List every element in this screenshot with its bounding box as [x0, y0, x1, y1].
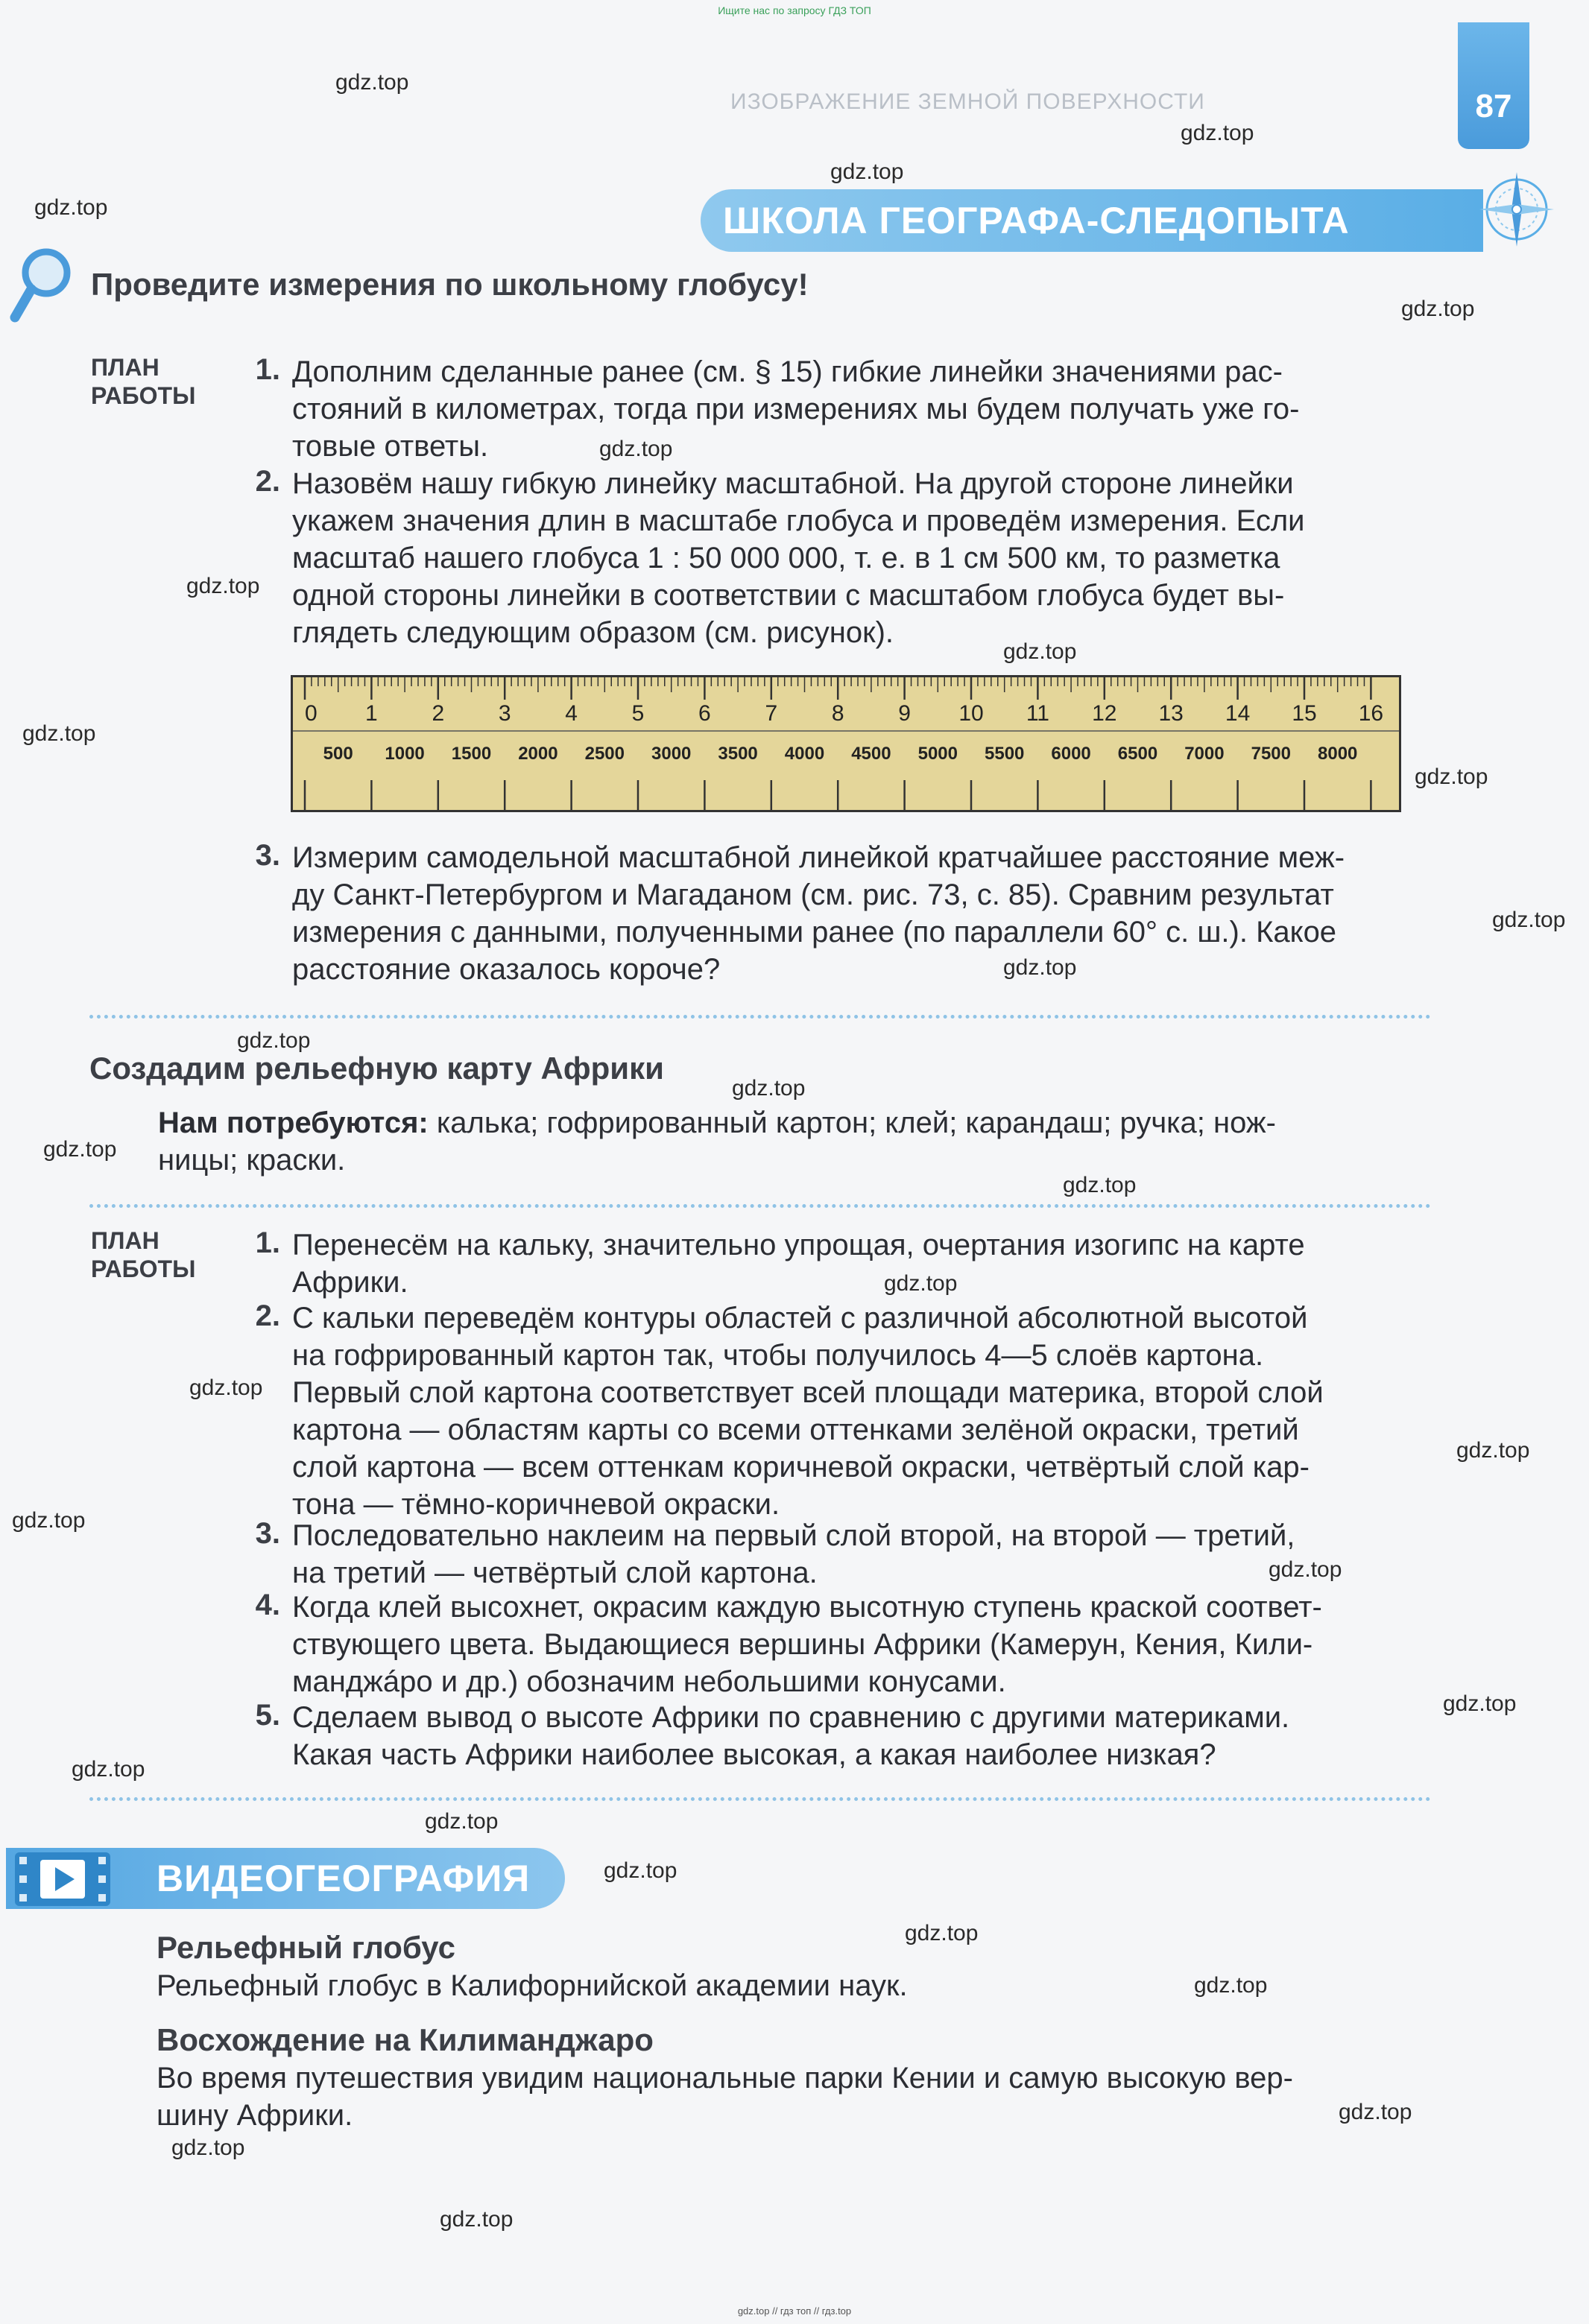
- plan-item-2: Назовём нашу гибкую линейку масштабной. На другой стороне линейки укажем значения длин в масштабе глобуса и проведём измерения. Если масштаб нашего глобуса 1 : 50 000 000, т. е. в 1 см 500 км, то разметка одной стороны линейки в соответствии с масштабом глобуса будет вы- глядеть следующим образом (см. рисунок).: [292, 467, 1305, 649]
- watermark: gdz.top: [1063, 1173, 1137, 1197]
- ruler-km-label: 6500: [1117, 744, 1158, 764]
- watermark: gdz.top: [1415, 764, 1488, 789]
- item-number: 1.: [255, 353, 280, 386]
- plan-item-5: Сделаем вывод о высоте Африки по сравнению с другими материками. Какая часть Африки наиболее высокая, а какая наиболее низкая?: [292, 1701, 1290, 1771]
- watermark: gdz.top: [425, 1809, 499, 1834]
- watermark: gdz.top: [905, 1921, 979, 1945]
- ruler-cm-label: 9: [898, 701, 911, 726]
- watermark: gdz.top: [1003, 639, 1077, 664]
- magnifier-icon: [9, 246, 76, 328]
- watermark: gdz.top: [189, 1375, 263, 1400]
- video-item-description: Рельефный глобус в Калифорнийской академии наук.: [157, 1969, 908, 2002]
- watermark: gdz.top: [830, 159, 904, 184]
- watermark: gdz.top: [1339, 2100, 1412, 2124]
- ruler-cm-label: 7: [765, 701, 778, 726]
- ruler-km-label: 1500: [451, 744, 492, 764]
- section-banner: ШКОЛА ГЕОГРАФА-СЛЕДОПЫТА: [701, 189, 1483, 252]
- dotted-divider: [89, 1797, 1431, 1801]
- ruler-km-label: 4500: [851, 744, 891, 764]
- watermark: gdz.top: [43, 1137, 117, 1162]
- ruler-cm-label: 0: [305, 701, 318, 726]
- watermark: gdz.top: [1269, 1557, 1342, 1582]
- item-number: 4.: [255, 1589, 280, 1621]
- materials-label: Нам потребуются:: [158, 1106, 429, 1139]
- plan-label: ПЛАН РАБОТЫ: [91, 1227, 196, 1282]
- watermark: gdz.top: [72, 1757, 145, 1782]
- video-item-title[interactable]: Восхождение на Килиманджаро: [157, 2022, 654, 2057]
- watermark: gdz.top: [599, 437, 673, 461]
- ruler-cm-label: 16: [1358, 701, 1384, 726]
- video-section-title: ВИДЕОГЕОГРАФИЯ: [157, 1858, 531, 1899]
- watermark: gdz.top: [171, 2135, 245, 2160]
- watermark: gdz.top: [732, 1076, 806, 1101]
- ruler-cm-label: 13: [1158, 701, 1184, 726]
- ruler-km-label: 8000: [1318, 744, 1358, 764]
- dotted-divider: [89, 1015, 1431, 1019]
- ruler-cm-label: 12: [1092, 701, 1117, 726]
- ruler-cm-label: 10: [958, 701, 984, 726]
- watermark: gdz.top: [1194, 1973, 1268, 1998]
- ruler-km-label: 3500: [718, 744, 758, 764]
- dotted-divider: [89, 1204, 1431, 1208]
- section2-title: Создадим рельефную карту Африки: [89, 1051, 664, 1086]
- ruler-km-label: 2500: [584, 744, 625, 764]
- watermark: gdz.top: [12, 1508, 86, 1533]
- watermark: gdz.top: [34, 195, 108, 220]
- item-number: 1.: [255, 1226, 280, 1259]
- ruler-km-label: 7500: [1251, 744, 1291, 764]
- item-number: 3.: [255, 1517, 280, 1550]
- plan-item-4: Когда клей высохнет, окрасим каждую высотную ступень краской соответ- ствующего цвета. Выдающиеся вершины Африки (Камерун, Кения, Кили- манджáро и др.) обозначим небольшими конусами.: [292, 1591, 1322, 1698]
- watermark: gdz.top: [237, 1028, 311, 1053]
- item-number: 3.: [255, 839, 280, 872]
- plan-item-2: С кальки переведём контуры областей с различной абсолютной высотой на гофрированный картон так, чтобы получилось 4—5 слоёв картона. Первый слой картона соответствует всей площади материка, второй слой картона — областям карты со всеми оттенками зелёной окраски, третий слой картона — всем оттенкам коричневой окраски, четвёртый слой кар- тона — тёмно-коричневой окраски.: [292, 1302, 1324, 1521]
- ruler-km-label: 7000: [1184, 744, 1225, 764]
- watermark: gdz.top: [335, 70, 409, 95]
- scale-ruler: [291, 675, 1401, 812]
- watermark: gdz.top: [604, 1858, 677, 1883]
- ruler-cm-label: 8: [831, 701, 844, 726]
- ruler-km-label: 500: [323, 744, 353, 764]
- watermark: gdz.top: [186, 574, 260, 598]
- ruler-km-label: 6000: [1051, 744, 1091, 764]
- ruler-cm-label: 3: [498, 701, 511, 726]
- ruler-cm-label: 6: [698, 701, 711, 726]
- watermark: gdz.top: [1443, 1691, 1517, 1716]
- watermark: gdz.top: [1401, 297, 1475, 321]
- plan-item-3: Последовательно наклеим на первый слой второй, на второй — третий, на третий — четвёртый слой картона.: [292, 1519, 1295, 1589]
- item-number: 2.: [255, 465, 280, 498]
- bottom-note: gdz.top // гдз топ // гдз.top: [737, 2305, 852, 2317]
- materials-list: Нам потребуются: калька; гофрированный картон; клей; карандаш; ручка; нож- ницы; краски.: [158, 1106, 1276, 1177]
- ruler-cm-label: 14: [1225, 701, 1251, 726]
- watermark: gdz.top: [1492, 908, 1566, 932]
- ruler-km-label: 3000: [651, 744, 692, 764]
- watermark: gdz.top: [1181, 121, 1254, 145]
- plan-item-3: Измерим самодельной масштабной линейкой кратчайшее расстояние меж- ду Санкт-Петербургом и Магаданом (см. рис. 73, с. 85). Сравним результат измерения с данными, полученными ранее (по параллели 60° с. ш.). Какое расстояние оказалось короче?: [292, 841, 1345, 986]
- watermark: gdz.top: [884, 1271, 958, 1296]
- ruler-cm-label: 4: [565, 701, 578, 726]
- plan-item-1: Перенесём на кальку, значительно упрощая, очертания изогипс на карте Африки.: [292, 1229, 1305, 1299]
- watermark: gdz.top: [440, 2207, 514, 2232]
- ruler-cm-label: 1: [365, 701, 378, 726]
- item-number: 2.: [255, 1299, 280, 1332]
- item-number: 5.: [255, 1699, 280, 1732]
- ruler-km-label: 5500: [985, 744, 1025, 764]
- watermark: gdz.top: [1003, 955, 1077, 980]
- ruler-km-label: 1000: [385, 744, 425, 764]
- video-play-icon[interactable]: [10, 1849, 115, 1909]
- ruler-cm-label: 2: [432, 701, 445, 726]
- ruler-cm-label: 11: [1026, 701, 1049, 726]
- watermark: gdz.top: [1456, 1438, 1530, 1463]
- compass-icon: [1476, 168, 1558, 250]
- video-item-title[interactable]: Рельефный глобус: [157, 1930, 455, 1965]
- ruler-cm-label: 15: [1292, 701, 1317, 726]
- ruler-km-label: 4000: [784, 744, 825, 764]
- running-header: ИЗОБРАЖЕНИЕ ЗЕМНОЙ ПОВЕРХНОСТИ: [730, 89, 1205, 114]
- ruler-cm-label: 5: [631, 701, 645, 726]
- page-number: 87: [1458, 22, 1529, 149]
- section1-title: Проведите измерения по школьному глобусу!: [91, 267, 809, 302]
- video-item-description: Во время путешествия увидим национальные парки Кении и самую высокую вер- шину Африки.: [157, 2062, 1293, 2132]
- plan-label: ПЛАН РАБОТЫ: [91, 354, 196, 409]
- ruler-km-label: 2000: [518, 744, 558, 764]
- ruler-markings: [293, 677, 1399, 810]
- top-note: Ищите нас по запросу ГДЗ ТОП: [718, 4, 871, 16]
- plan-item-1: Дополним сделанные ранее (см. § 15) гибкие линейки значениями рас- стояний в километрах, тогда при измерениях мы будем получать уже го- товые ответы.: [292, 355, 1300, 463]
- ruler-km-label: 5000: [917, 744, 958, 764]
- watermark: gdz.top: [22, 721, 96, 746]
